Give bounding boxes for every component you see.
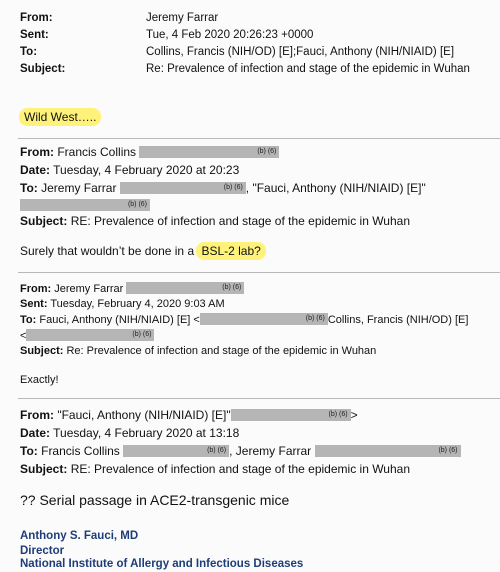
msg3-to-continuation bbox=[20, 329, 154, 342]
msg3-sent-value: Tuesday, February 4, 2020 9:03 AM bbox=[50, 298, 225, 310]
divider bbox=[18, 398, 500, 399]
msg4-to-label: To: bbox=[20, 444, 38, 458]
msg3-body: Exactly! bbox=[20, 374, 59, 386]
msg2-subject-line bbox=[20, 214, 410, 228]
msg3-from-line bbox=[20, 282, 244, 295]
redaction-code: (b) (6) bbox=[127, 201, 147, 208]
header-subject-label: Subject: bbox=[20, 63, 66, 75]
highlighted-text: Wild West….. bbox=[20, 109, 100, 125]
redaction-code: (b) (6) bbox=[132, 331, 152, 338]
msg3-to-line bbox=[20, 313, 468, 326]
msg4-to-value2: , Jeremy Farrar bbox=[229, 444, 312, 458]
redaction-box bbox=[231, 409, 351, 421]
msg2-from-value: Francis Collins bbox=[57, 145, 137, 159]
msg4-subject-label: Subject: bbox=[20, 462, 68, 476]
reply-body bbox=[20, 110, 100, 124]
msg3-subject-label: Subject: bbox=[20, 345, 64, 357]
msg3-subject-value: Re: Prevalence of infection and stage of the epidemic in Wuhan bbox=[66, 345, 377, 357]
msg2-body-text: Surely that wouldn’t be done in a bbox=[20, 244, 198, 258]
msg4-date-label: Date: bbox=[20, 426, 51, 440]
msg2-from-line bbox=[20, 145, 279, 159]
redaction-box bbox=[200, 313, 328, 325]
msg3-subject-line bbox=[20, 345, 376, 357]
redaction-box bbox=[126, 282, 244, 294]
msg4-subject-line bbox=[20, 462, 410, 476]
redaction-box bbox=[26, 329, 154, 341]
redaction-code: (b) (6) bbox=[305, 315, 325, 322]
msg2-to-value2: , "Fauci, Anthony (NIH/NIAID) [E]" bbox=[245, 181, 426, 195]
redaction-box bbox=[120, 182, 246, 194]
msg2-body bbox=[20, 244, 265, 258]
header-sent-label: Sent: bbox=[20, 29, 49, 41]
msg3-sent-label: Sent: bbox=[20, 298, 48, 310]
msg4-subject-value: RE: Prevalence of infection and stage of the epidemic in Wuhan bbox=[70, 462, 411, 476]
redaction-code: (b) (6) bbox=[223, 184, 243, 191]
msg2-to-line bbox=[20, 181, 426, 195]
msg3-to-value2: Collins, Francis (NIH/OD) [E] bbox=[327, 314, 469, 326]
redaction-box bbox=[139, 146, 279, 158]
redaction-code: (b) (6) bbox=[207, 447, 227, 454]
msg2-from-label: From: bbox=[20, 145, 54, 159]
msg3-sent-line bbox=[20, 298, 225, 310]
redaction-code: (b) (6) bbox=[438, 447, 458, 454]
divider bbox=[18, 272, 500, 273]
redaction-box bbox=[315, 445, 461, 457]
msg2-subject-label: Subject: bbox=[20, 214, 68, 228]
msg4-date-value: Tuesday, 4 February 2020 at 13:18 bbox=[53, 426, 240, 440]
header-sent-value: Tue, 4 Feb 2020 20:26:23 +0000 bbox=[146, 29, 314, 41]
header-to-value: Collins, Francis (NIH/OD) [E];Fauci, Anthony (NIH/NIAID) [E] bbox=[146, 46, 455, 58]
msg4-from-line bbox=[20, 408, 358, 422]
signature-org: National Institute of Allergy and Infectious Diseases bbox=[20, 558, 304, 570]
redaction-code: (b) (6) bbox=[222, 284, 242, 291]
header-to-label: To: bbox=[20, 46, 38, 58]
msg2-to-continuation bbox=[20, 198, 150, 212]
redaction-box bbox=[123, 445, 229, 457]
redaction-code: (b) (6) bbox=[257, 148, 277, 155]
msg2-to-value: Jeremy Farrar bbox=[41, 181, 117, 195]
divider bbox=[18, 138, 500, 139]
header-from-value: Jeremy Farrar bbox=[146, 12, 219, 24]
highlighted-text: BSL-2 lab? bbox=[197, 243, 264, 259]
header-subject-value: Re: Prevalence of infection and stage of the epidemic in Wuhan bbox=[146, 63, 470, 75]
msg2-subject-value: RE: Prevalence of infection and stage of the epidemic in Wuhan bbox=[70, 214, 411, 228]
header-from-label: From: bbox=[20, 12, 53, 24]
msg3-from-label: From: bbox=[20, 283, 52, 295]
msg3-from-value: Jeremy Farrar bbox=[54, 283, 124, 295]
msg4-from-close: > bbox=[350, 408, 358, 422]
msg4-from-label: From: bbox=[20, 408, 54, 422]
msg4-body: ?? Serial passage in ACE2-transgenic mice bbox=[20, 492, 290, 508]
msg3-to-label: To: bbox=[20, 314, 37, 326]
msg4-to-line bbox=[20, 444, 461, 458]
msg2-to-label: To: bbox=[20, 181, 38, 195]
msg3-to-value3: < bbox=[20, 330, 27, 342]
redaction-code: (b) (6) bbox=[328, 411, 348, 418]
msg2-date-line bbox=[20, 163, 239, 177]
msg3-to-value: Fauci, Anthony (NIH/NIAID) [E] < bbox=[39, 314, 200, 326]
msg2-date-label: Date: bbox=[20, 163, 51, 177]
msg4-from-value: "Fauci, Anthony (NIH/NIAID) [E]" bbox=[57, 408, 231, 422]
signature-name: Anthony S. Fauci, MD bbox=[20, 530, 139, 542]
redaction-box bbox=[20, 199, 150, 211]
signature-title: Director bbox=[20, 545, 65, 557]
msg4-date-line bbox=[20, 426, 239, 440]
msg4-to-value: Francis Collins bbox=[41, 444, 120, 458]
msg2-date-value: Tuesday, 4 February 2020 at 20:23 bbox=[53, 163, 240, 177]
